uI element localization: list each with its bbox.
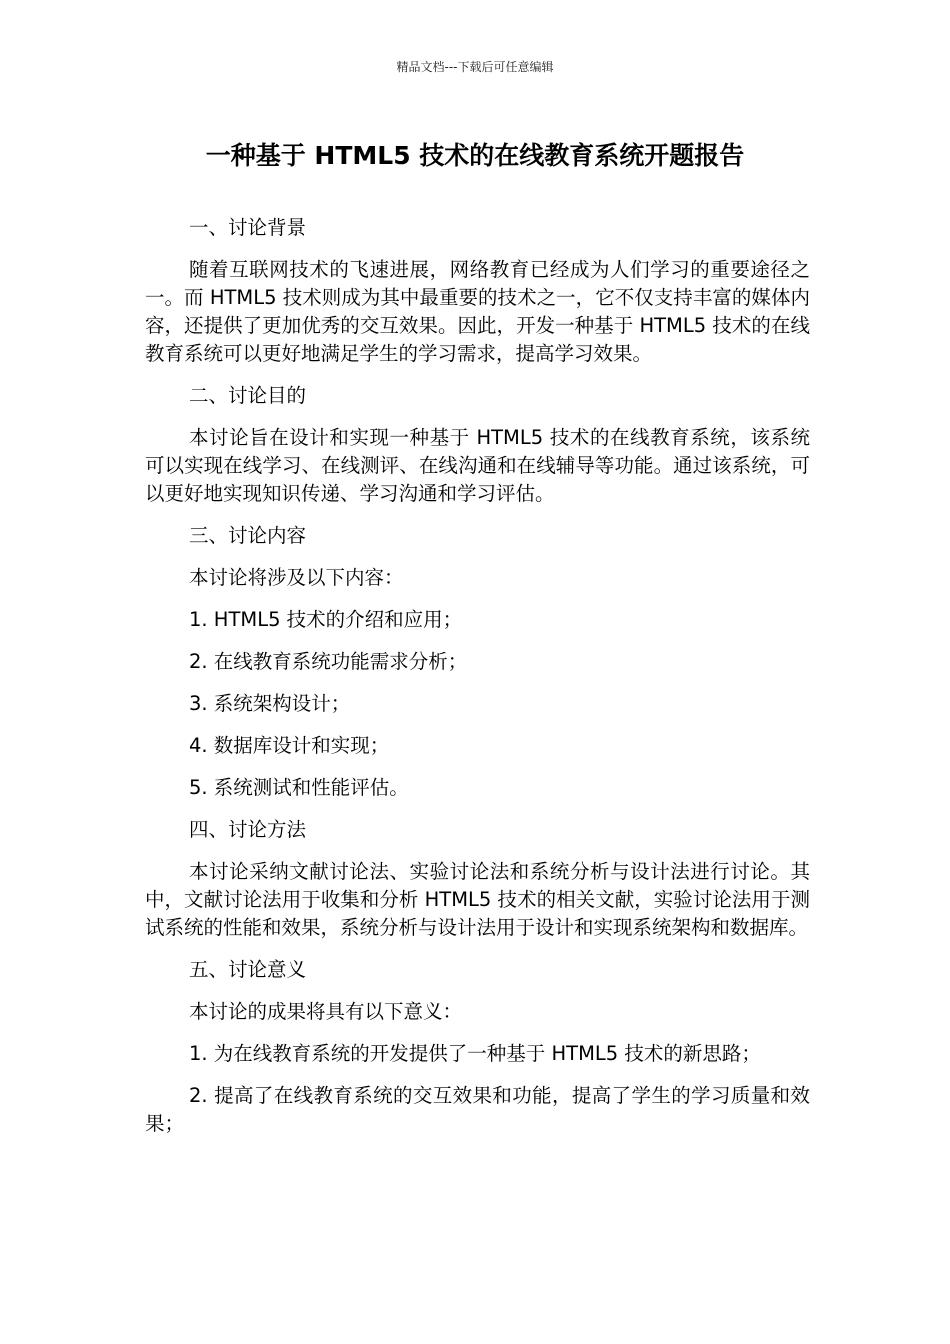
list-item: 1. HTML5 技术的介绍和应用； — [189, 608, 463, 631]
list-item: 3. 系统架构设计； — [189, 692, 351, 715]
paragraph: 本讨论的成果将具有以下意义： — [189, 1000, 463, 1023]
section-heading-background: 一、讨论背景 — [189, 216, 307, 239]
section-heading-purpose: 二、讨论目的 — [189, 384, 307, 407]
list-item: 4. 数据库设计和实现； — [189, 734, 390, 757]
list-item: 2. 在线教育系统功能需求分析； — [189, 650, 468, 673]
paragraph: 本讨论将涉及以下内容： — [189, 566, 404, 589]
list-item: 5. 系统测试和性能评估。 — [189, 776, 409, 799]
list-item: 2. 提高了在线教育系统的交互效果和功能，提高了学生的学习质量和效果； — [145, 1084, 810, 1135]
section-heading-content: 三、讨论内容 — [189, 524, 307, 547]
section-heading-significance: 五、讨论意义 — [189, 958, 307, 981]
list-item: 1. 为在线教育系统的开发提供了一种基于 HTML5 技术的新思路； — [189, 1042, 761, 1065]
document-body — [145, 214, 810, 1152]
paragraph: 本讨论旨在设计和实现一种基于 HTML5 技术的在线教育系统，该系统可以实现在线学习、在线测评、在线沟通和在线辅导等功能。通过该系统，可以更好地实现知识传递、学习沟通和学习评估。 — [145, 426, 810, 505]
document-title: 一种基于 HTML5 技术的在线教育系统开题报告 — [205, 141, 745, 170]
section-heading-method: 四、讨论方法 — [189, 818, 307, 841]
paragraph: 随着互联网技术的飞速进展，网络教育已经成为人们学习的重要途径之一。而 HTML5 技术则成为其中最重要的技术之一，它不仅支持丰富的媒体内容，还提供了更加优秀的交互效果。因此，开发一种基于 HTML5 技术的在线教育系统可以更好地满足学生的学习需求，提高学习效果。 — [145, 258, 810, 365]
paragraph: 本讨论采纳文献讨论法、实验讨论法和系统分析与设计法进行讨论。其中，文献讨论法用于收集和分析 HTML5 技术的相关文献，实验讨论法用于测试系统的性能和效果，系统分析与设计法用于设计和实现系统架构和数据库。 — [145, 860, 810, 939]
page-header-note: 精品文档---下载后可任意编辑 — [396, 60, 554, 74]
